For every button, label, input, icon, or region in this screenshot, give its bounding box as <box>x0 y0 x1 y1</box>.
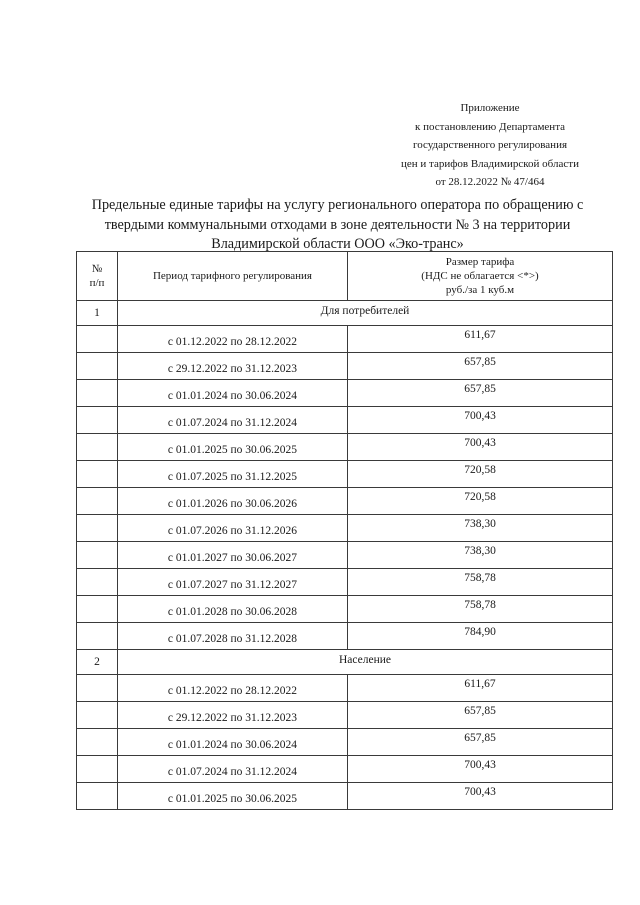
header-tariff-size <box>348 252 613 301</box>
period-cell: с 29.12.2022 по 31.12.2023 <box>118 353 348 380</box>
row-number-cell <box>77 569 118 596</box>
period-cell: с 01.01.2026 по 30.06.2026 <box>118 488 348 515</box>
period-cell: с 01.07.2024 по 31.12.2024 <box>118 756 348 783</box>
tariff-value-cell: 700,43 <box>348 783 613 810</box>
table-row <box>77 783 613 810</box>
table-header-row <box>77 252 613 301</box>
section-number: 1 <box>77 301 118 326</box>
appendix-line: государственного регулирования <box>412 139 568 151</box>
period-cell: с 01.01.2028 по 30.06.2028 <box>118 596 348 623</box>
appendix-note <box>370 99 610 192</box>
tariff-value-cell: 611,67 <box>348 326 613 353</box>
header-number-line: п/п <box>89 277 105 289</box>
period-cell: с 01.01.2025 по 30.06.2025 <box>118 434 348 461</box>
table-row <box>77 569 613 596</box>
table-row <box>77 729 613 756</box>
table-row <box>77 756 613 783</box>
table-row <box>77 623 613 650</box>
section-row <box>77 301 613 326</box>
row-number-cell <box>77 542 118 569</box>
period-cell: с 01.01.2024 по 30.06.2024 <box>118 729 348 756</box>
section-label: Население <box>118 650 613 675</box>
title-line: твердыми коммунальными отходами в зоне деятельности № 3 на территории <box>104 216 571 233</box>
appendix-line: Приложение <box>460 102 520 114</box>
row-number-cell <box>77 407 118 434</box>
tariff-value-cell: 720,58 <box>348 461 613 488</box>
tariff-value-cell: 657,85 <box>348 729 613 756</box>
row-number-cell <box>77 461 118 488</box>
table-row <box>77 434 613 461</box>
row-number-cell <box>77 353 118 380</box>
row-number-cell <box>77 326 118 353</box>
table-row <box>77 407 613 434</box>
section-number: 2 <box>77 650 118 675</box>
table-row <box>77 542 613 569</box>
row-number-cell <box>77 434 118 461</box>
period-cell: с 01.07.2025 по 31.12.2025 <box>118 461 348 488</box>
title-line: Владимирской области ООО «Эко-транс» <box>211 236 464 252</box>
row-number-cell <box>77 515 118 542</box>
table-body <box>77 301 613 810</box>
period-cell: с 01.07.2026 по 31.12.2026 <box>118 515 348 542</box>
appendix-line: от 28.12.2022 № 47/464 <box>435 176 545 188</box>
tariff-value-cell: 700,43 <box>348 434 613 461</box>
table-row <box>77 675 613 702</box>
tariff-value-cell: 758,78 <box>348 569 613 596</box>
header-number-line: № <box>91 263 103 275</box>
table-row <box>77 326 613 353</box>
table-row <box>77 515 613 542</box>
row-number-cell <box>77 702 118 729</box>
tariff-value-cell: 720,58 <box>348 488 613 515</box>
row-number-cell <box>77 729 118 756</box>
title-line: Предельные единые тарифы на услугу регионального оператора по обращению с <box>91 197 584 213</box>
period-cell: с 01.01.2024 по 30.06.2024 <box>118 380 348 407</box>
period-cell: с 01.07.2027 по 31.12.2027 <box>118 569 348 596</box>
table-row <box>77 488 613 515</box>
tariff-value-cell: 700,43 <box>348 407 613 434</box>
section-row <box>77 650 613 675</box>
tariff-value-cell: 738,30 <box>348 515 613 542</box>
period-cell: с 01.01.2027 по 30.06.2027 <box>118 542 348 569</box>
tariff-table <box>76 251 613 810</box>
header-number <box>77 252 118 301</box>
period-cell: с 01.07.2024 по 31.12.2024 <box>118 407 348 434</box>
row-number-cell <box>77 596 118 623</box>
period-cell: с 29.12.2022 по 31.12.2023 <box>118 702 348 729</box>
period-cell: с 01.01.2025 по 30.06.2025 <box>118 783 348 810</box>
row-number-cell <box>77 783 118 810</box>
tariff-value-cell: 758,78 <box>348 596 613 623</box>
appendix-line: к постановлению Департамента <box>414 120 566 133</box>
table-row <box>77 596 613 623</box>
row-number-cell <box>77 623 118 650</box>
table-row <box>77 380 613 407</box>
section-label: Для потребителей <box>118 301 613 326</box>
tariff-value-cell: 611,67 <box>348 675 613 702</box>
document-title <box>60 196 615 255</box>
row-number-cell <box>77 756 118 783</box>
tariff-value-cell: 784,90 <box>348 623 613 650</box>
tariff-value-cell: 657,85 <box>348 380 613 407</box>
tariff-value-cell: 657,85 <box>348 353 613 380</box>
tariff-value-cell: 657,85 <box>348 702 613 729</box>
header-size-line: (НДС не облагается <*>) <box>421 270 539 282</box>
header-size-line: Размер тарифа <box>445 256 515 268</box>
header-period: Период тарифного регулирования <box>118 252 348 301</box>
header-size-line: руб./за 1 куб.м <box>445 284 515 296</box>
period-cell: с 01.12.2022 по 28.12.2022 <box>118 675 348 702</box>
table-row <box>77 353 613 380</box>
appendix-line: цен и тарифов Владимирской области <box>401 157 579 170</box>
table-row <box>77 702 613 729</box>
tariff-value-cell: 738,30 <box>348 542 613 569</box>
period-cell: с 01.12.2022 по 28.12.2022 <box>118 326 348 353</box>
period-cell: с 01.07.2028 по 31.12.2028 <box>118 623 348 650</box>
tariff-value-cell: 700,43 <box>348 756 613 783</box>
row-number-cell <box>77 380 118 407</box>
row-number-cell <box>77 675 118 702</box>
row-number-cell <box>77 488 118 515</box>
table-row <box>77 461 613 488</box>
